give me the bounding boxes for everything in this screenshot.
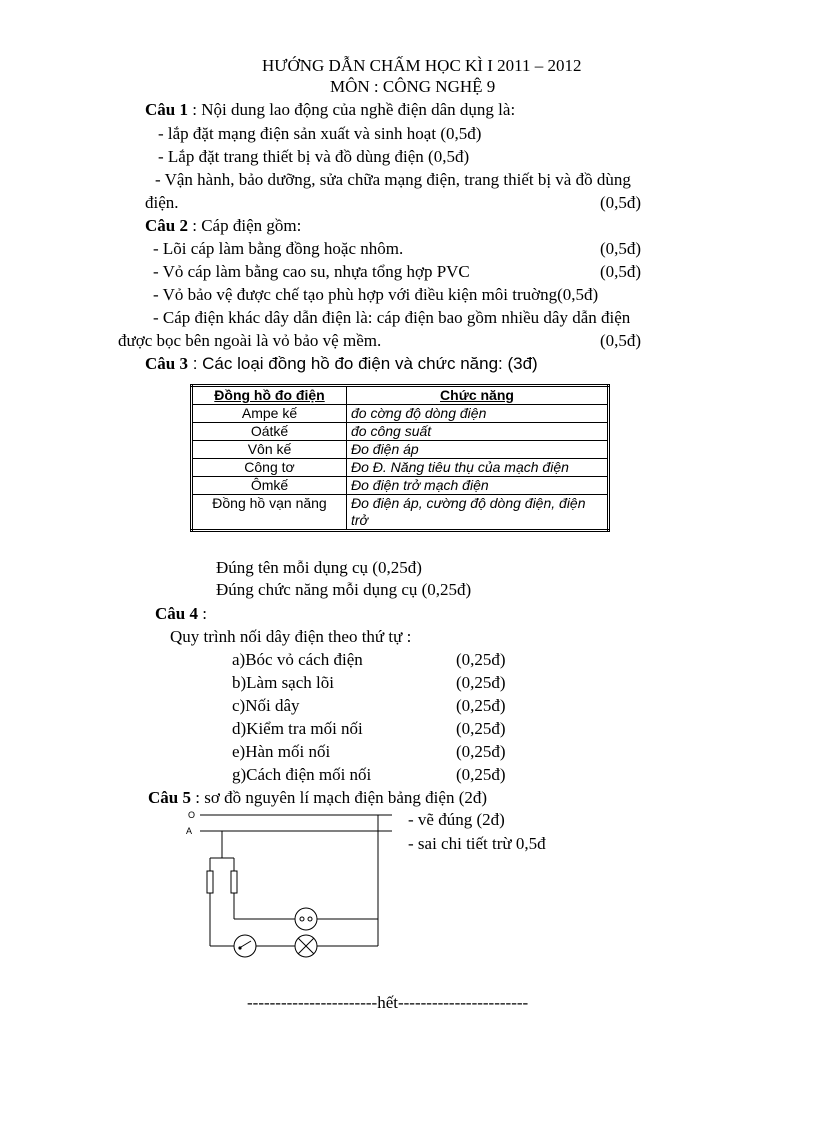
- question-2: [145, 216, 301, 236]
- table-row: [192, 441, 609, 459]
- question-5: [148, 788, 487, 808]
- question-2-label: Câu 2: [145, 216, 188, 235]
- question-5-label: Câu 5: [148, 788, 191, 807]
- q2-item: - Lõi cáp làm bằng đồng hoặc nhôm.: [153, 239, 404, 258]
- q1-item: - Vận hành, bảo dưỡng, sửa chữa mạng điện, trang thiết bị và đồ dùng: [155, 170, 631, 189]
- meter-function: Đo điện áp: [347, 441, 609, 459]
- footer-end: -----------------------hết-----------------------: [247, 993, 529, 1012]
- q4-step: g)Cách điện mối nối: [232, 765, 372, 784]
- table-header: Chức năng: [347, 386, 609, 405]
- question-1: [145, 100, 515, 120]
- switch-icon: [234, 935, 256, 957]
- meter-name: Vôn kế: [192, 441, 347, 459]
- q4-intro: Quy trình nối dây điện theo thứ tự :: [170, 627, 412, 646]
- question-2-prompt: : Cáp điện gồm:: [187, 216, 302, 235]
- meter-table: [190, 384, 610, 532]
- q2-item: - Vỏ cáp làm bằng cao su, nhựa tổng hợp PVC: [153, 262, 470, 281]
- question-4-prompt: :: [197, 604, 207, 623]
- question-3: [145, 354, 538, 374]
- q1-item-score: (0,5đ): [600, 193, 642, 212]
- question-5-prompt: : sơ đồ nguyên lí mạch điện bảng điện (2đ): [190, 788, 488, 807]
- q1-item: - Lắp đặt trang thiết bị và đồ dùng điện (0,5đ): [158, 147, 470, 166]
- meter-name: Ômkế: [192, 477, 347, 495]
- line-label-o: O: [188, 810, 196, 820]
- q2-item: - Vỏ bảo vệ được chế tạo phù hợp với điều kiện môi truờng(0,5đ): [153, 285, 599, 304]
- question-4: [155, 604, 207, 624]
- meter-name: Oátkế: [192, 423, 347, 441]
- q5-note: - vẽ đúng (2đ): [408, 810, 505, 829]
- q4-step-score: (0,25đ): [456, 650, 506, 669]
- question-1-label: Câu 1: [145, 100, 188, 119]
- q2-difference-line: - Cáp điện khác dây dẫn điện là: cáp điện bao gồm nhiều dây dẫn điện: [153, 308, 631, 327]
- q2-difference-score: (0,5đ): [600, 331, 642, 350]
- question-3-prompt: : Các loại đồng hồ đo điện và chức năng: (3đ): [187, 354, 538, 373]
- fuse-icon: [231, 871, 237, 893]
- meter-function: đo cờng độ dòng điện: [347, 405, 609, 423]
- table-row: [192, 477, 609, 495]
- table-row: [192, 423, 609, 441]
- q4-step: e)Hàn mối nối: [232, 742, 331, 761]
- page-title: HƯỚNG DẪN CHẤM HỌC KÌ I 2011 – 2012: [262, 56, 582, 75]
- table-row: [192, 405, 609, 423]
- question-1-prompt: : Nội dung lao động của nghề điện dân dụng là:: [187, 100, 516, 119]
- q4-step: c)Nối dây: [232, 696, 300, 715]
- meter-function: Đo điện áp, cường độ dòng điện, điện trở: [347, 495, 609, 531]
- meter-function: Đo điện trở mạch điện: [347, 477, 609, 495]
- question-3-label: Câu 3: [145, 354, 188, 373]
- meter-function: Đo Đ. Năng tiêu thụ của mạch điện: [347, 459, 609, 477]
- q5-note: - sai chi tiết trừ 0,5đ: [408, 834, 546, 853]
- q1-item-continuation: điện.: [145, 193, 179, 212]
- q3-scoring: Đúng chức năng mỗi dụng cụ (0,25đ): [216, 580, 472, 599]
- q4-step-score: (0,25đ): [456, 673, 506, 692]
- q4-step: b)Làm sạch lõi: [232, 673, 334, 692]
- line-label-a: A: [186, 826, 193, 836]
- meter-name: Công tơ: [192, 459, 347, 477]
- q2-item-score: (0,5đ): [600, 239, 642, 258]
- q4-step-score: (0,25đ): [456, 696, 506, 715]
- meter-name: Đồng hồ vạn năng: [192, 495, 347, 531]
- question-4-label: Câu 4: [155, 604, 198, 623]
- meter-name: Ampe kế: [192, 405, 347, 423]
- subject-title: MÔN : CÔNG NGHỆ 9: [330, 77, 496, 96]
- circuit-diagram: [170, 806, 400, 966]
- fuse-icon: [207, 871, 213, 893]
- meter-function: đo công suất: [347, 423, 609, 441]
- socket-icon: [295, 908, 317, 930]
- q3-scoring: Đúng tên mỗi dụng cụ (0,25đ): [216, 558, 422, 577]
- q2-difference-line: được bọc bên ngoài là vỏ bảo vệ mềm.: [118, 331, 382, 350]
- q4-step-score: (0,25đ): [456, 719, 506, 738]
- q1-item: - lắp đặt mạng điện sản xuất và sinh hoạt (0,5đ): [158, 124, 482, 143]
- table-header: Đồng hồ đo điện: [192, 386, 347, 405]
- q4-step-score: (0,25đ): [456, 765, 506, 784]
- q4-step: d)Kiểm tra mối nối: [232, 719, 363, 738]
- table-header-row: [192, 386, 609, 405]
- table-row: [192, 459, 609, 477]
- q2-item-score: (0,5đ): [600, 262, 642, 281]
- table-row: [192, 495, 609, 531]
- q4-step: a)Bóc vỏ cách điện: [232, 650, 363, 669]
- q4-step-score: (0,25đ): [456, 742, 506, 761]
